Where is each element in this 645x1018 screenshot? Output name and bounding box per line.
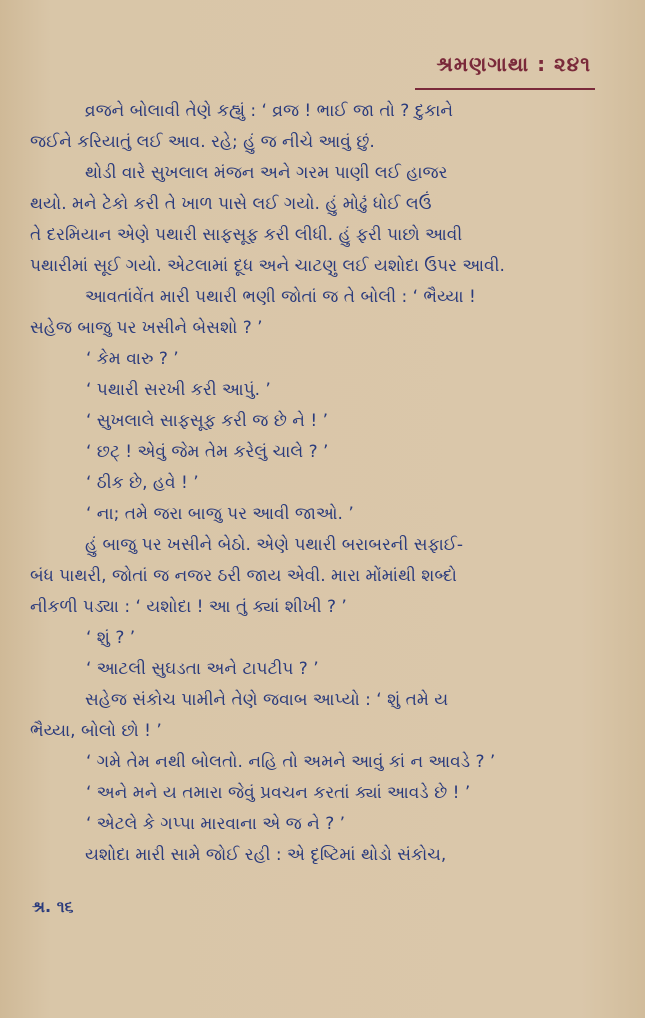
dialogue-line: ‘ શું ? ’ [86,628,136,648]
running-header: શ્રમણગાથા : ૨૪૧ [436,52,591,76]
text-line: હું બાજુ પર ખસીને બેઠો. એણે પથારી બરાબરની સફાઈ- [85,535,464,555]
text-line: સહેજ સંકોચ પામીને તેણે જવાબ આપ્યો : ‘ શું તમે ય [85,690,449,710]
text-line: આવતાંવેંત મારી પથારી ભણી જોતાં જ તે બોલી : ‘ ભૈય્યા ! [85,287,476,307]
text-line: થયો. મને ટેકો કરી તે ખાળ પાસે લઈ ગયો. હું મોઢું ધોઈ લઉં [30,194,432,214]
dialogue-line: ‘ કેમ વારુ ? ’ [86,349,179,369]
signature-mark: શ્ર. ૧૬ [32,897,74,916]
dialogue-line: ‘ પથારી સરખી કરી આપું. ’ [86,380,271,400]
text-line: થોડી વારે સુખલાલ મંજન અને ગરમ પાણી લઈ હાજર [85,163,448,183]
text-line: બંધ પાથરી, જોતાં જ નજર ઠરી જાય એવી. મારા મોંમાંથી શબ્દો [30,566,457,586]
text-line: પથારીમાં સૂઈ ગયો. એટલામાં દૂધ અને ચાટણુ લઈ યશોદા ઉપર આવી. [30,256,505,276]
header-underline [415,84,595,90]
text-line: યશોદા મારી સામે જોઈ રહી : એ દૃષ્ટિમાં થોડો સંકોચ, [85,845,447,865]
dialogue-line: ‘ અને મને ય તમારા જેવું પ્રવચન કરતાં ક્યાં આવડે છે ! ’ [86,783,471,803]
text-line: જઈને કરિયાતું લઈ આવ. રહે; હું જ નીચે આવું છું. [30,132,375,152]
dialogue-line: ‘ ના; તમે જરા બાજુ પર આવી જાઓ. ’ [86,504,354,524]
text-line: ભૈય્યા, બોલો છો ! ’ [30,721,162,741]
dialogue-line: ‘ એટલે કે ગપ્પા મારવાના એ જ ને ? ’ [86,814,346,834]
dialogue-line: ‘ ઠીક છે, હવે ! ’ [86,473,199,493]
text-line: વ્રજને બોલાવી તેણે કહ્યું : ‘ વ્રજ ! ભાઈ જા તો ? દુકાને [85,101,454,121]
text-line: નીકળી પડ્યા : ‘ યશોદા ! આ તું ક્યાં શીખી ? ’ [30,597,347,617]
dialogue-line: ‘ છટ્ ! એવું જેમ તેમ કરેલું ચાલે ? ’ [86,442,329,462]
dialogue-line: ‘ ગમે તેમ નથી બોલતો. નહિ તો અમને આવું કાં ન આવડે ? ’ [86,752,496,772]
dialogue-line: ‘ આટલી સુઘડતા અને ટાપટીપ ? ’ [86,659,319,679]
dialogue-line: ‘ સુખલાલે સાફસૂફ કરી જ છે ને ! ’ [86,411,328,431]
body-text [30,96,602,871]
text-line: સહેજ બાજુ પર ખસીને બેસશો ? ’ [30,318,263,338]
text-line: તે દરમિયાન એણે પથારી સાફસૂફ કરી લીધી. હું ફરી પાછો આવી [30,225,463,245]
